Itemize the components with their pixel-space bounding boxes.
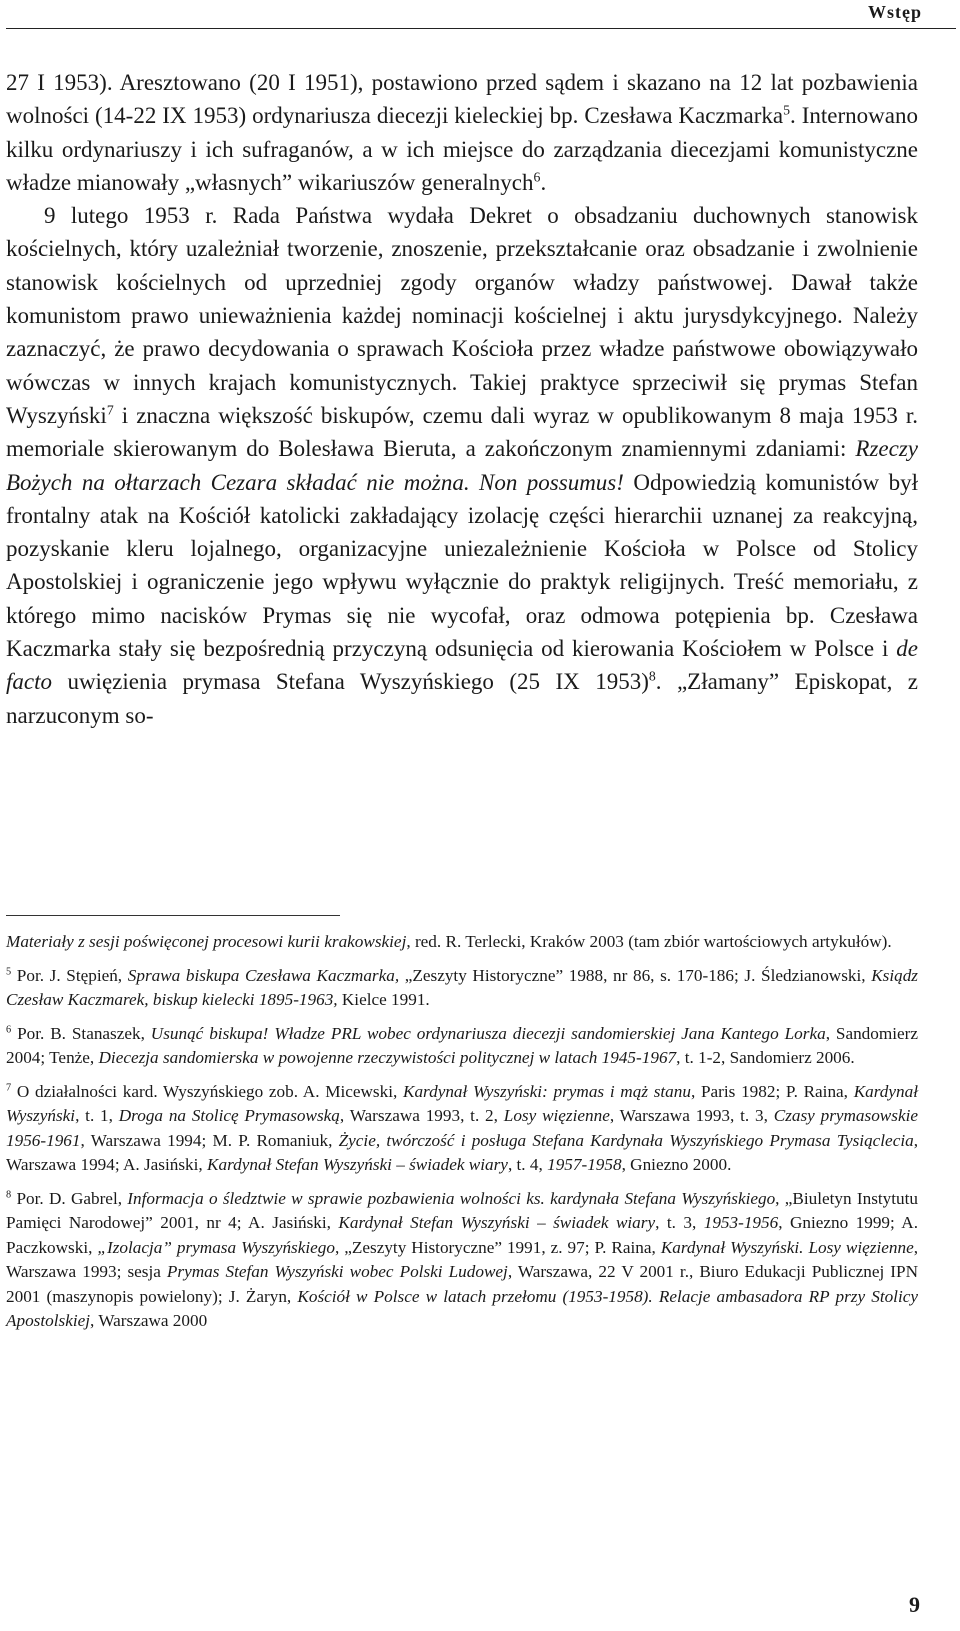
footnote-ref: 5 [783,102,791,118]
text-run: . [540,169,547,195]
footnote-ref: 7 [106,402,114,418]
text-run: , Sandomierz 2004; Tenże, [6,1023,918,1067]
text-run: , t. 4, [507,1155,548,1174]
text-run: , Warszawa 1993, t. 3, [609,1106,774,1125]
italic-title: Kardynał Wyszyński: prymas i mąż stanu [403,1081,691,1101]
text-run: Odpowiedzią komunistów był frontalny atak na Kościół katolicki zakładający izolację części hierarchii uznanej za reakcyjną, pozyskanie kleru lojalnego, organizacyjne uniezależnienie Kościoła w Polsce od Stolicy Apostolskiej i ograniczenie jego wpływu wyłącznie do praktyk religijnych. Treść memoriału, z którego mimo nacisków Prymas się nie wycofał, oraz odmowa potępienia bp. Czesława Kaczmarka stały się bezpośrednią przyczyną odsunięcia od kierowania Kościołem w Polsce i [6,469,918,662]
header-rule [6,28,956,29]
text-run: Por. D. Gabrel, [11,1188,128,1208]
footnote-6 [6,1022,918,1071]
text-run: „Zeszyty Historyczne” 1988, nr 86, s. 170-186; J. Śledzianowski, [399,965,872,985]
paragraph-2 [6,199,918,732]
text-run: . „Złamany” Episkopat, z narzuconym so- [6,669,918,728]
text-run: 9 lutego 1953 r. Rada Państwa wydała Dekret o obsadzaniu duchownych stanowisk kościelnych, który uzależniał tworzenie, znoszenie, przekształcanie oraz obsadzanie i zwolnienie stanowisk kościelnych od uprzedniej zgody organów władzy państwowej. Dawał także komunistom prawo unieważnienia każdej nominacji kościelnej i aktu jurysdykcyjnego. Należy zaznaczyć, że prawo decydowania o sprawach Kościoła przez władze państwowe obowiązywało wówczas w innych krajach komunistycznych. Takiej praktyce sprzeciwił się prymas Stefan Wyszyński [6,203,918,428]
footnote-7 [6,1080,918,1178]
footnote-5 [6,964,918,1013]
text-run: , Paris 1982; P. Raina, [690,1081,854,1101]
italic-title: Sprawa biskupa Czesława Kaczmarka, [127,965,400,985]
text-run: , t. 1, [75,1106,119,1125]
text-run: , „Biuletyn Instytutu Pamięci Narodowej” 2001, nr 4; A. Jasiński, [6,1188,918,1232]
text-run: , t. 3, [655,1213,704,1232]
text-run: Kielce 1991. [337,990,430,1009]
italic-title: 1953-1956 [703,1213,779,1232]
footnote-ref: 6 [533,169,541,185]
footnote-number: 6 [6,1023,12,1035]
italic-title: „Izolacja” prymasa Wyszyńskiego [97,1237,335,1257]
footnote-8 [6,1187,918,1334]
paragraph-1 [6,66,918,199]
italic-term: de facto [6,636,918,695]
text-run: , Gniezno 1999; A. Paczkowski, [6,1213,918,1257]
text-run: , Warszawa, 22 V 2001 r., Biuro Edukacji Publicznej IPN 2001 (maszynopis powielony); J. Żaryn, [6,1262,918,1306]
italic-title: Czasy prymasowskie 1956-1961 [6,1106,918,1150]
italic-title: Kardynał Stefan Wyszyński – świadek wiary [207,1155,508,1174]
italic-title: Prymas Stefan Wyszyński wobec Polski Ludowej [166,1262,508,1281]
italic-title: 1957-1958 [547,1155,622,1174]
footnote-number: 7 [6,1081,12,1093]
text-run: , Warszawa 1994; M. P. Romaniuk, [80,1130,339,1150]
text-run: , Warszawa 1993; sesja [6,1237,919,1281]
text-run: , Warszawa 1993, t. 2, [339,1106,504,1125]
main-text [6,66,918,732]
footnote-separator [6,915,340,916]
text-run: , Gniezno 2000. [621,1155,732,1174]
italic-title: Materiały z sesji poświęconej procesowi kurii krakowskiej [6,932,407,951]
chapter-title: Wstęp [868,2,922,22]
text-run: Por. B. Stanaszek, [11,1023,151,1043]
text-run: , Warszawa 2000 [90,1311,208,1330]
page-number: 9 [909,1592,920,1617]
text-run: i znaczna większość biskupów, czemu dali wyraz w opublikowanym 8 maja 1953 r. memoriale skierowanym do Bolesława Bieruta, a zakończonym znamiennymi zdaniami: [6,402,918,462]
italic-title: Kościół w Polsce w latach przełomu (1953-1958). Relacje ambasadora RP przy Stolicy Apostolskiej [6,1286,918,1330]
running-header [0,0,960,28]
footnote-number: 8 [6,1188,12,1200]
text-run: . Internowano kilku ordynariuszy i ich sufraganów, a w ich miejsce do zarządzania diecezjami komunistyczne władze mianowały „własnych” wikariuszów generalnych [6,103,918,195]
text-run: , t. 1-2, Sandomierz 2006. [676,1048,855,1067]
text-run: O działalności kard. Wyszyńskiego zob. A. Micewski, [11,1081,403,1101]
italic-title: Diecezja sandomierska w powojenne rzeczywistości politycznej w latach 1945-1967 [98,1048,677,1067]
footnote-continued [6,930,918,955]
italic-title: Losy więzienne [503,1106,610,1125]
italic-title: Kardynał Wyszyński. Losy więzienne [660,1237,914,1257]
footnote-ref: 8 [648,668,656,684]
italic-title: Droga na Stolicę Prymasowską [118,1106,340,1125]
italic-title: Życie, twórczość i posługa Stefana Kardynała Wyszyńskiego Prymasa Tysiąclecia [338,1130,914,1150]
text-run: , „Zeszyty Historyczne” 1991, z. 97; P. Raina, [334,1237,661,1257]
italic-title: Kardynał Stefan Wyszyński – świadek wiary [338,1213,656,1232]
text-run: Por. J. Stępień, [11,965,128,985]
italic-title: Ksiądz Czesław Kaczmarek, biskup kielecki 1895-1963, [6,965,918,1009]
text-run: , red. R. Terlecki, Kraków 2003 (tam zbiór wartościowych artykułów). [406,932,892,951]
quote-italic: Rzeczy Bożych na ołtarzach Cezara składać nie można. Non possumus! [6,436,918,495]
text-run: 27 I 1953). Aresztowano (20 I 1951), postawiono przed sądem i skazano na 12 lat pozbawienia wolności (14-22 IX 1953) ordynariusza diecezji kieleckiej bp. Czesława Kaczmarka [6,70,918,129]
italic-title: Informacja o śledztwie w sprawie pozbawienia wolności ks. kardynała Stefana Wyszyńskiego [127,1188,776,1208]
footnote-number: 5 [6,965,12,977]
italic-title: Usunąć biskupa! Władze PRL wobec ordynariusza diecezji sandomierskiej Jana Kantego Lorka [150,1023,826,1043]
italic-title: Kardynał Wyszyński [6,1081,918,1125]
footnotes [6,930,918,1343]
text-run: , Warszawa 1994; A. Jasiński, [6,1130,918,1174]
text-run: uwięzienia prymasa Stefana Wyszyńskiego (25 IX 1953) [52,669,649,695]
